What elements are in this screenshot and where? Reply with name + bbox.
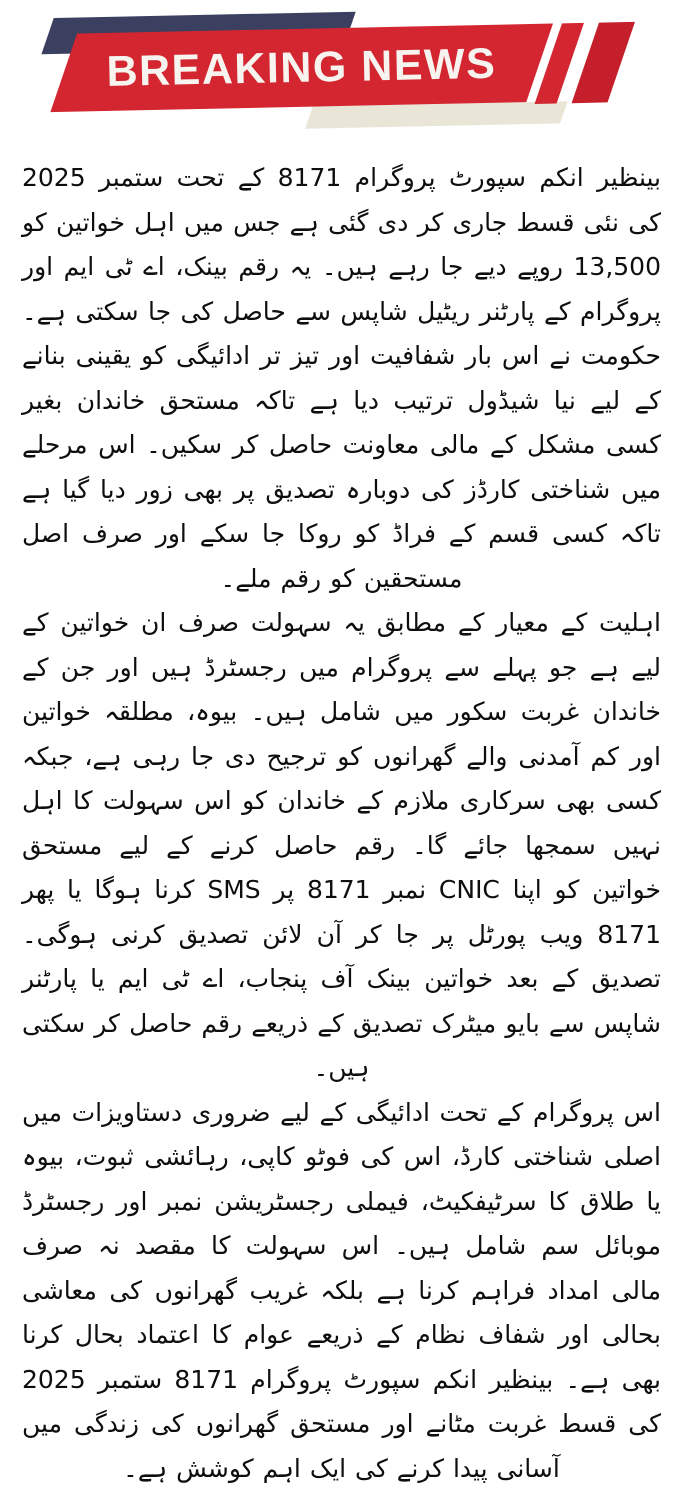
banner-red-ribbon [50,24,553,113]
banner-title: BREAKING NEWS [106,39,497,96]
article-paragraph-2: اہلیت کے معیار کے مطابق یہ سہولت صرف ان خواتین کے لیے ہے جو پہلے سے پروگرام میں رجسٹرڈ ہیں اور جن کے خاندان غربت سکور میں شامل ہیں۔ بیوہ، مطلقہ خواتین اور کم آمدنی والے گھرانوں کو ترجیح دی جا رہی ہے، جبکہ کسی بھی سرکاری ملازم کے خاندان کو اس سہولت کا اہل نہیں سمجھا جائے گا۔ رقم حاصل کرنے کے لیے مستحق خواتین کو اپنا CNIC نمبر 8171 پر SMS کرنا ہوگا یا پھر 8171 ویب پورٹل پر جا کر آن لائن تصدیق کرنی ہوگی۔ تصدیق کے بعد خواتین بینک آف پنجاب، اے ٹی ایم یا پارٹنر شاپس سے بایو میٹرک تصدیق کے ذریعے رقم حاصل کر سکتی ہیں۔ [22,601,661,1091]
banner-diagonal-stripe-2 [572,22,635,103]
article-paragraph-3: اس پروگرام کے تحت ادائیگی کے لیے ضروری دستاویزات میں اصلی شناختی کارڈ، اس کی فوٹو کاپی، رہائشی ثبوت، بیوہ یا طلاق کا سرٹیفکیٹ، فیملی رجسٹریشن نمبر اور رجسٹرڈ موبائل سم شامل ہیں۔ اس سہولت کا مقصد نہ صرف مالی امداد فراہم کرنا ہے بلکہ غریب گھرانوں کی معاشی بحالی اور شفاف نظام کے ذریعے عوام کا اعتماد بحال کرنا بھی ہے۔ بینظیر انکم سپورٹ پروگرام 8171 ستمبر 2025 کی قسط غربت مٹانے اور مستحق گھرانوں کی زندگی میں آسانی پیدا کرنے کی ایک اہم کوشش ہے۔ [22,1091,661,1491]
breaking-news-banner [0,0,683,155]
article-paragraph-1: بینظیر انکم سپورٹ پروگرام 8171 کے تحت ستمبر 2025 کی نئی قسط جاری کر دی گئی ہے جس میں اہل خواتین کو 13,500 روپے دیے جا رہے ہیں۔ یہ رقم بینک، اے ٹی ایم اور پروگرام کے پارٹنر ریٹیل شاپس سے حاصل کی جا سکتی ہے۔ حکومت نے اس بار شفافیت اور تیز تر ادائیگی کو یقینی بنانے کے لیے نیا شیڈول ترتیب دیا ہے تاکہ مستحق خاندان بغیر کسی مشکل کے مالی معاونت حاصل کر سکیں۔ اس مرحلے میں شناختی کارڈز کی دوبارہ تصدیق پر بھی زور دیا گیا ہے تاکہ کسی قسم کے فراڈ کو روکا جا سکے اور صرف اصل مستحقین کو رقم ملے۔ [22,156,661,601]
article-body [0,148,683,1491]
